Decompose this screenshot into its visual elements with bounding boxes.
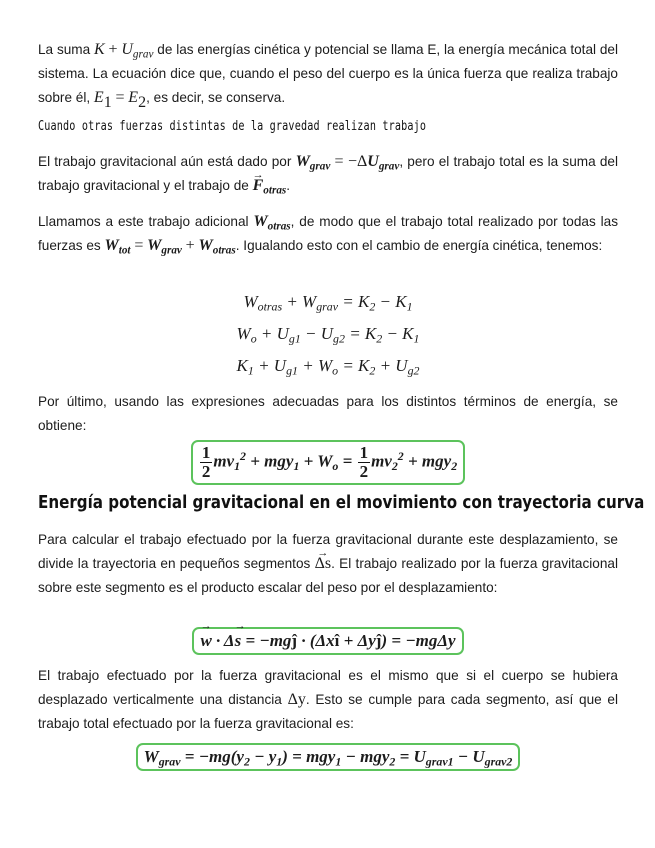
equation-3: $K_1 + U_{g1} + W_o = K_2 + U_{g2}$ <box>236 356 420 378</box>
boxed-equation-energy: $\frac{1}{2}$ $mv_1^2 + mgy_1 + W_o$ = $\frac{1}{2}$ $mv_2^2 + mgy_2$ <box>38 440 618 485</box>
paragraph-3: Llamamos a este trabajo adicional $W_{otras}$, de modo que el trabajo total realizado por todas las fuerzas es $W_{tot} = W_{grav} + W_{otras}$. Igualando esto con el cambio de energía cinética, tenemos: <box>38 213 618 257</box>
section-heading-trayectoria-curva: Energía potencial gravitacional en el movimiento con trayectoria curva <box>38 492 645 513</box>
section-heading-otras-fuerzas: Cuando otras fuerzas distintas de la gravedad realizan trabajo <box>38 119 427 134</box>
paragraph-6: El trabajo efectuado por la fuerza gravitacional es el mismo que si el cuerpo se hubiera desplazado verticalmente una distancia Δy. Esto se cumple para cada segmento, así que el trabajo total efectuado por la fuerza gravitacional es: <box>38 668 618 731</box>
boxed-equation-work-grav: $W_{grav} = -mg(y_2 - y_1) = mgy_1 - mgy_2 = U_{grav1} - U_{grav2}$ <box>38 743 618 771</box>
paragraph-4: Por último, usando las expresiones adecuadas para los distintos términos de energía, se obtiene: <box>38 394 618 433</box>
paragraph-2: El trabajo gravitacional aún está dado por $W_{grav} = -\Delta U_{grav}$, pero el trabajo total es la suma del trabajo gravitacional y el trabajo de → $F_{otras}$. <box>38 150 618 198</box>
equation-2: $W_o + U_{g1} - U_{g2} = K_2 - K_1$ <box>236 324 420 346</box>
equation-1: $W_{otras} + W_{grav} = K_2 - K_1$ <box>243 292 413 314</box>
paragraph-1: La suma $K + U_{grav}$ de las energías cinética y potencial se llama E, la energía mecánica total del sistema. La ecuación dice que, cuando el peso del cuerpo es la única fuerza que realiza trabajo sobre él, $E_1 = E_2$, es decir, se conserva. <box>38 41 618 111</box>
boxed-equation-dot-product: → w · Δ→ s = −mgĵ · (Δxî + Δyĵ) = −mgΔy <box>38 627 618 655</box>
paragraph-5: Para calcular el trabajo efectuado por la fuerza gravitacional durante este desplazamiento, se divide la trayectoria en pequeños segmentos → Δs. El trabajo realizado por la fuerza gravitacional sobre este segmento es el producto escalar del peso por el desplazamiento: <box>38 528 618 600</box>
